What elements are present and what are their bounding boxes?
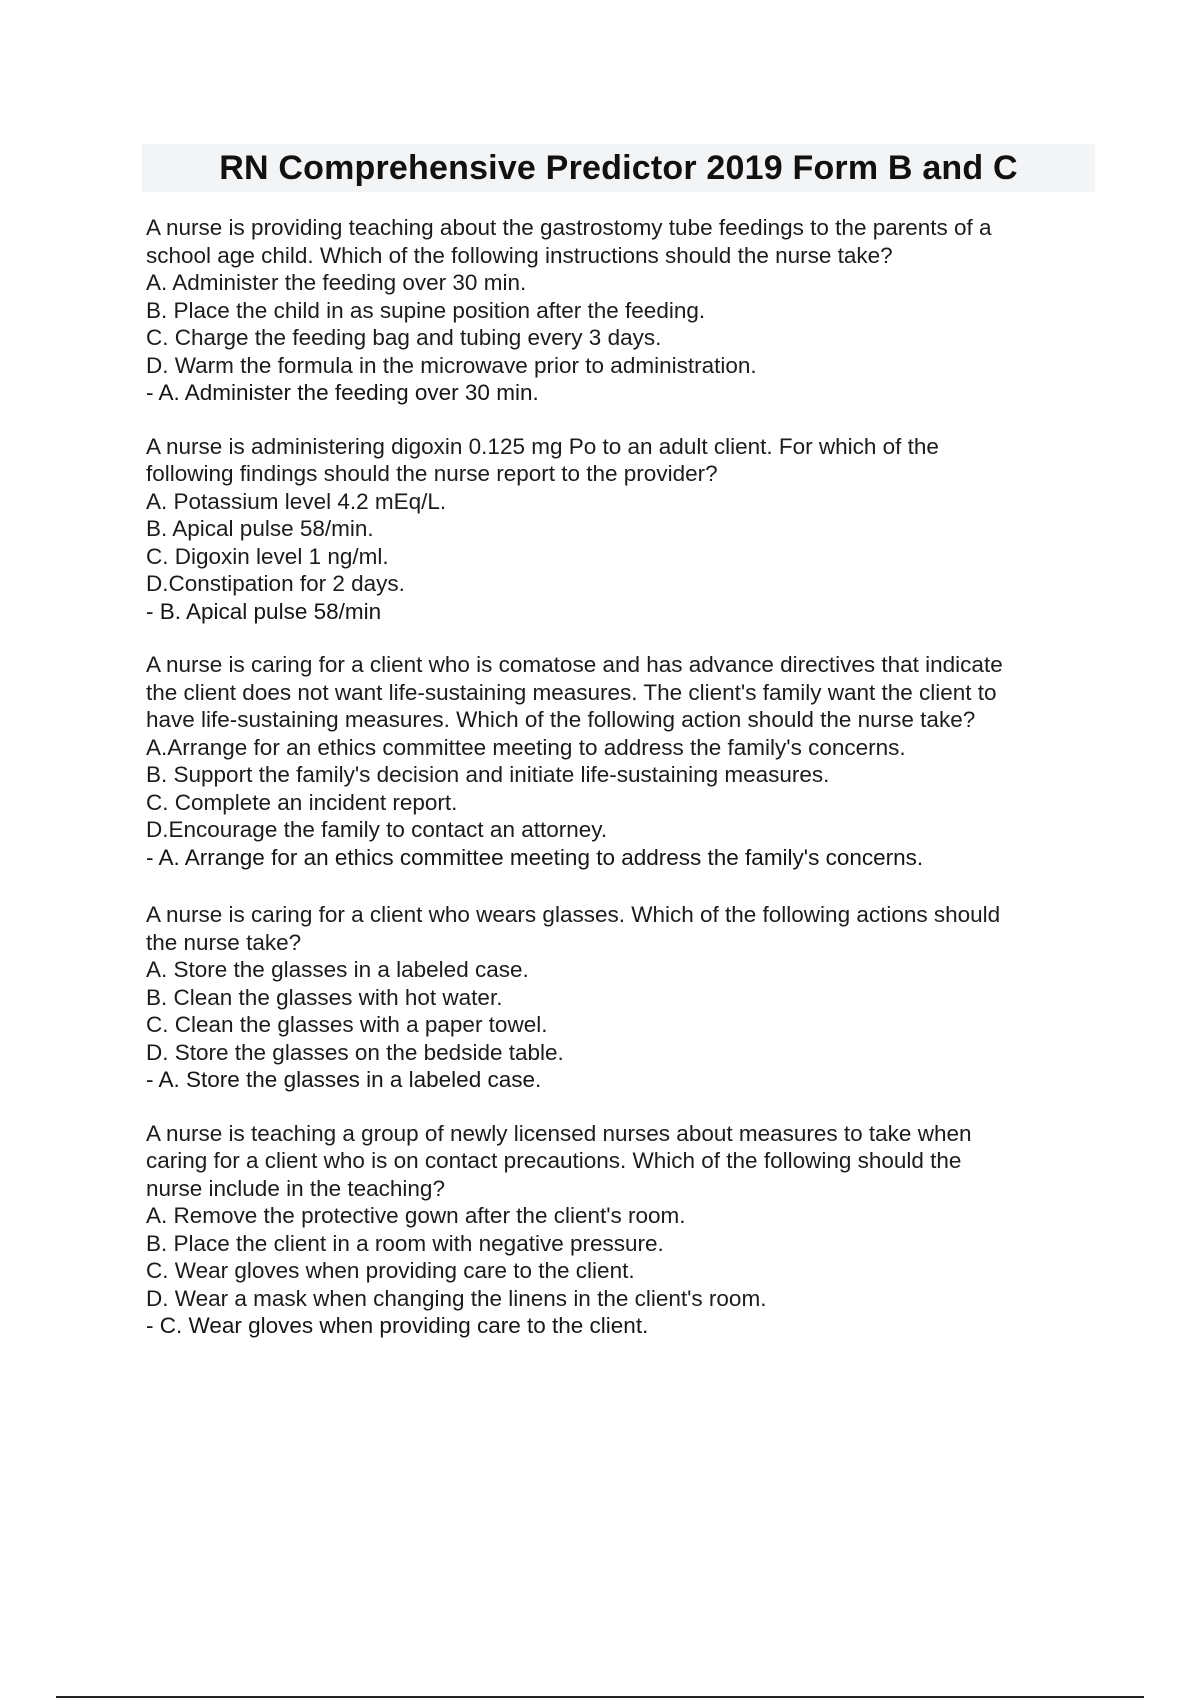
footer-divider xyxy=(56,1696,1144,1698)
question-stem-line: A nurse is teaching a group of newly licensed nurses about measures to take when xyxy=(146,1120,972,1146)
question-block xyxy=(146,901,1076,1094)
answer-option: A.Arrange for an ethics committee meeting to address the family's concerns. xyxy=(146,734,906,760)
answer-option: A. Administer the feeding over 30 min. xyxy=(146,270,527,295)
question-block xyxy=(146,433,1076,626)
answer-option: D. Wear a mask when changing the linens in the client's room. xyxy=(146,1285,767,1311)
question-stem-line: have life-sustaining measures. Which of the following action should the nurse take? xyxy=(146,707,976,732)
question-stem-line: the client does not want life-sustaining measures. The client's family want the client to xyxy=(146,679,997,705)
question-stem-line: nurse include in the teaching? xyxy=(146,1175,445,1201)
question-block xyxy=(146,1120,1076,1340)
question-stem-line: A nurse is administering digoxin 0.125 mg Po to an adult client. For which of the xyxy=(146,433,939,459)
question-stem-line: the nurse take? xyxy=(146,929,302,955)
answer-option: C. Complete an incident report. xyxy=(146,789,458,815)
answer-option: A. Store the glasses in a labeled case. xyxy=(146,957,529,982)
question-stem-line: A nurse is providing teaching about the gastrostomy tube feedings to the parents of a xyxy=(146,215,992,240)
answer-option: C. Wear gloves when providing care to the client. xyxy=(146,1258,635,1283)
answer-option: B. Clean the glasses with hot water. xyxy=(146,984,503,1010)
question-block xyxy=(146,651,1076,871)
document-title: RN Comprehensive Predictor 2019 Form B and C xyxy=(219,148,1018,187)
answer-option: D. Store the glasses on the bedside table. xyxy=(146,1039,564,1065)
question-stem-line: A nurse is caring for a client who wears glasses. Which of the following actions should xyxy=(146,902,1001,927)
title-banner xyxy=(142,144,1095,192)
correct-answer: - A. Store the glasses in a labeled case. xyxy=(146,1067,542,1092)
answer-option: D.Encourage the family to contact an attorney. xyxy=(146,817,608,842)
question-stem-line: A nurse is caring for a client who is comatose and has advance directives that indicate xyxy=(146,652,1003,677)
question-stem-line: following findings should the nurse report to the provider? xyxy=(146,461,718,486)
correct-answer: - A. Arrange for an ethics committee meeting to address the family's concerns. xyxy=(146,844,924,870)
answer-option: B. Place the child in as supine position after the feeding. xyxy=(146,297,706,323)
document-body xyxy=(146,214,1076,1366)
answer-option: A. Potassium level 4.2 mEq/L. xyxy=(146,488,447,514)
question-stem-line: school age child. Which of the following instructions should the nurse take? xyxy=(146,242,893,268)
answer-option: C. Digoxin level 1 ng/ml. xyxy=(146,543,389,569)
question-block xyxy=(146,214,1076,407)
answer-option: A. Remove the protective gown after the client's room. xyxy=(146,1203,686,1228)
answer-option: C. Clean the glasses with a paper towel. xyxy=(146,1012,548,1037)
correct-answer: - C. Wear gloves when providing care to the client. xyxy=(146,1313,649,1338)
answer-option: C. Charge the feeding bag and tubing every 3 days. xyxy=(146,325,662,350)
answer-option: B. Support the family's decision and initiate life-sustaining measures. xyxy=(146,762,830,787)
question-stem-line: caring for a client who is on contact precautions. Which of the following should the xyxy=(146,1148,962,1173)
correct-answer: - A. Administer the feeding over 30 min. xyxy=(146,380,539,405)
answer-option: B. Apical pulse 58/min. xyxy=(146,516,374,541)
answer-option: D. Warm the formula in the microwave prior to administration. xyxy=(146,352,757,378)
correct-answer: - B. Apical pulse 58/min xyxy=(146,598,382,624)
answer-option: B. Place the client in a room with negative pressure. xyxy=(146,1230,664,1256)
answer-option: D.Constipation for 2 days. xyxy=(146,571,405,596)
